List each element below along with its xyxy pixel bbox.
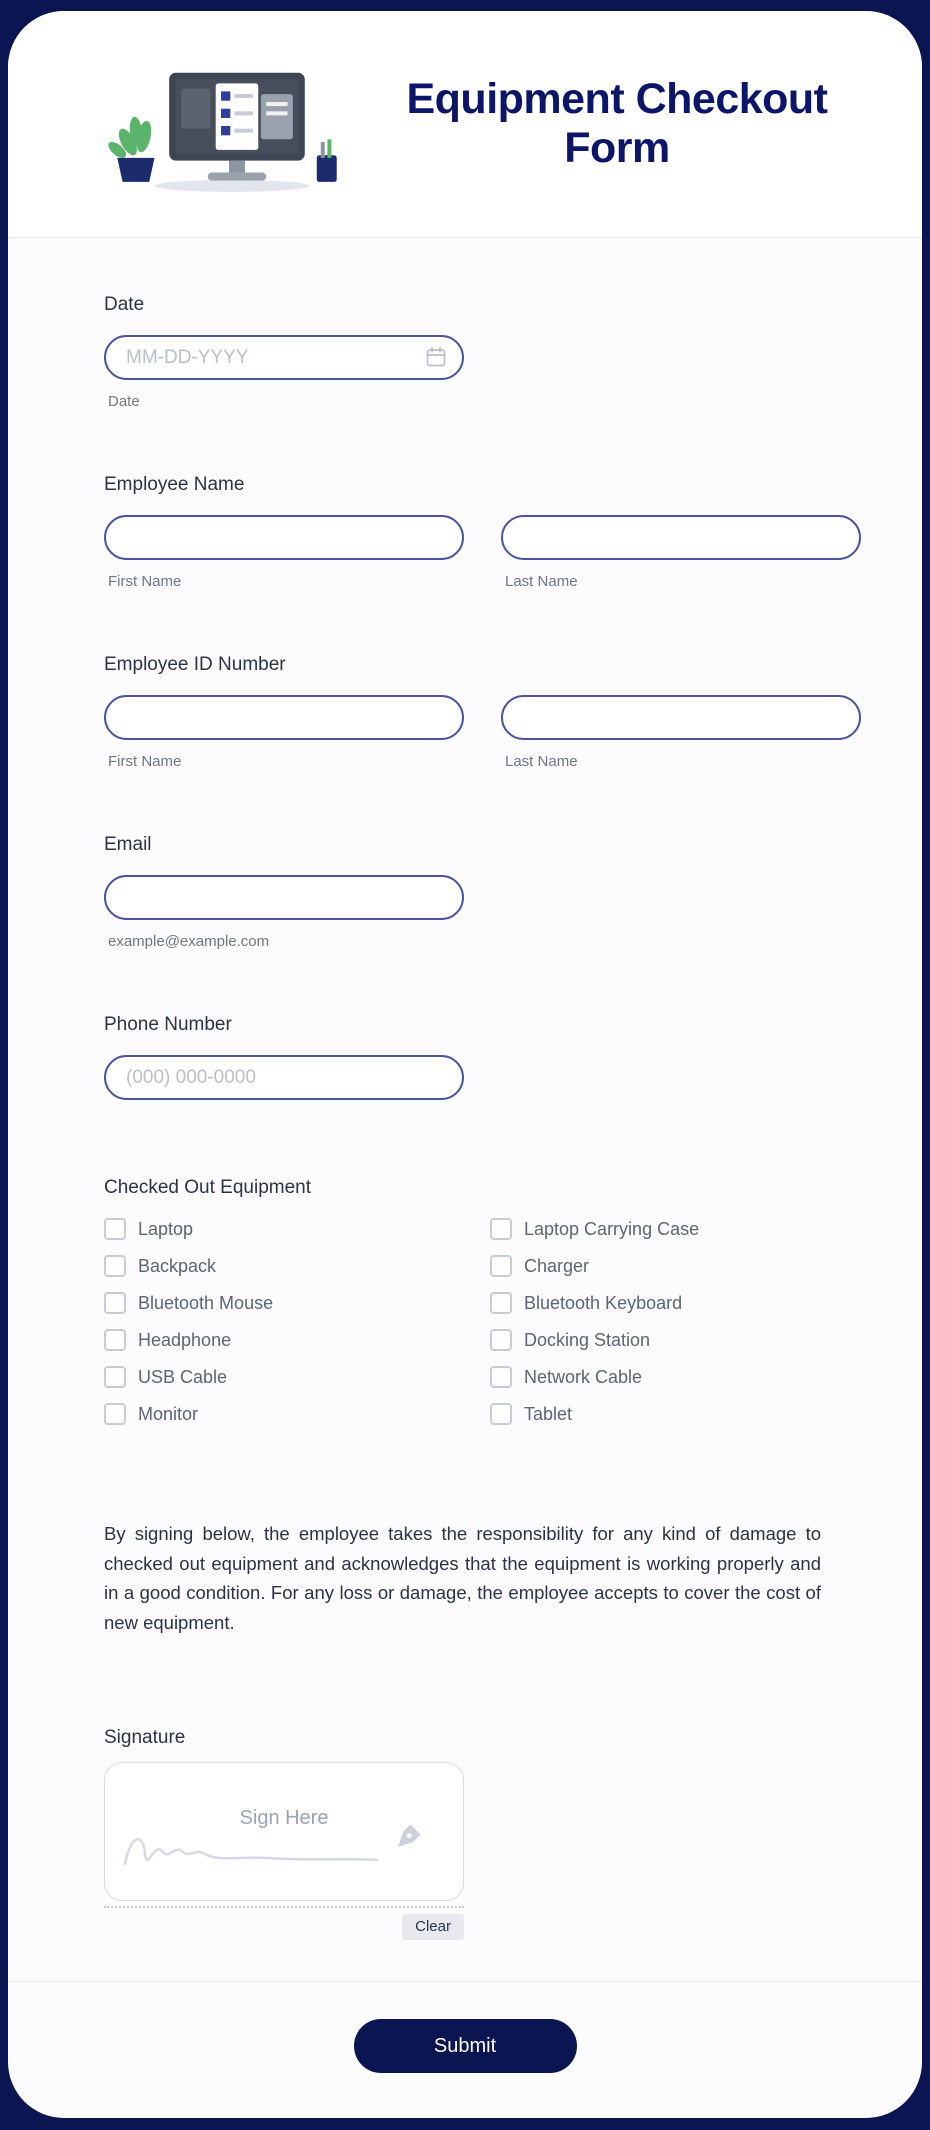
checkbox[interactable] — [490, 1329, 512, 1351]
date-input[interactable] — [104, 335, 464, 380]
submit-button[interactable]: Submit — [354, 2019, 577, 2073]
signature-clear-row — [104, 1914, 464, 1940]
first-name-input[interactable] — [104, 515, 464, 560]
clear-signature-button[interactable]: Clear — [402, 1914, 464, 1940]
checkbox-bluetooth-mouse[interactable] — [104, 1292, 490, 1314]
date-label: Date — [104, 294, 145, 315]
checkbox[interactable] — [490, 1255, 512, 1277]
checkbox-laptop[interactable] — [104, 1218, 490, 1240]
checkbox-headphone[interactable] — [104, 1329, 490, 1351]
checkbox-label: Headphone — [138, 1330, 232, 1350]
date-sublabel: Date — [108, 393, 140, 410]
question-signature — [104, 1726, 861, 1940]
page-title: Equipment Checkout Form — [406, 75, 828, 172]
last-name-input[interactable] — [501, 515, 861, 560]
checkbox-tablet[interactable] — [490, 1403, 699, 1425]
checkbox[interactable] — [104, 1329, 126, 1351]
employee-id-first-sublabel: First Name — [108, 753, 182, 770]
fountain-pen-icon — [393, 1822, 423, 1852]
last-name-col — [501, 515, 861, 591]
employee-id-last-sublabel: Last Name — [505, 753, 578, 770]
employee-id-last-col — [501, 695, 861, 771]
signature-squiggle — [119, 1820, 415, 1878]
checkbox-network-cable[interactable] — [490, 1366, 699, 1388]
employee-id-label: Employee ID Number — [104, 654, 286, 675]
checkbox-label: USB Cable — [138, 1367, 228, 1387]
equipment-label: Checked Out Equipment — [104, 1177, 312, 1198]
employee-id-first-input[interactable] — [104, 695, 464, 740]
signature-label: Signature — [104, 1727, 186, 1748]
question-phone — [104, 1013, 861, 1100]
agreement-text: By signing below, the employee takes the responsibility for any kind of damage to checked out equipment and acknowledges that the equipment is working properly and in a good condition. For any loss or damage, the employee accepts to cover the cost of new equipment. — [104, 1523, 821, 1633]
email-sublabel: example@example.com — [108, 933, 270, 950]
calendar-icon[interactable] — [424, 345, 448, 369]
desktop-computer-illustration — [96, 49, 362, 199]
email-input-wrap — [104, 875, 464, 920]
employee-id-last-input[interactable] — [501, 695, 861, 740]
employee-name-label: Employee Name — [104, 474, 245, 495]
equipment-checkbox-grid — [104, 1218, 861, 1425]
sign-here-text: Sign Here — [239, 1807, 329, 1829]
first-name-sublabel: First Name — [108, 573, 182, 590]
checkbox-label: Charger — [524, 1256, 590, 1276]
email-label: Email — [104, 834, 152, 855]
checkbox-label: Laptop Carrying Case — [524, 1219, 700, 1239]
form-footer — [8, 1981, 922, 2118]
employee-id-first-col — [104, 695, 464, 771]
checkbox[interactable] — [490, 1292, 512, 1314]
checkbox-label: Network Cable — [524, 1367, 643, 1387]
checkbox[interactable] — [104, 1403, 126, 1425]
question-employee-id — [104, 653, 861, 771]
checkbox-charger[interactable] — [490, 1255, 699, 1277]
checkbox-label: Backpack — [138, 1256, 217, 1276]
phone-label: Phone Number — [104, 1014, 232, 1035]
checkbox[interactable] — [490, 1218, 512, 1240]
equipment-left-column — [104, 1218, 490, 1425]
checkbox[interactable] — [104, 1292, 126, 1314]
checkbox-label: Tablet — [524, 1404, 573, 1424]
question-email — [104, 833, 861, 951]
equipment-right-column — [490, 1218, 699, 1425]
checkbox-label: Laptop — [138, 1219, 194, 1239]
checkbox-label: Docking Station — [524, 1330, 651, 1350]
checkbox[interactable] — [490, 1403, 512, 1425]
form-body — [8, 238, 922, 1940]
phone-input[interactable] — [104, 1055, 464, 1100]
question-employee-name — [104, 473, 861, 591]
phone-input-wrap — [104, 1055, 464, 1100]
footer-spacer — [8, 1940, 922, 1981]
checkbox-label: Bluetooth Mouse — [138, 1293, 274, 1313]
employee-id-inputs — [104, 695, 861, 771]
checkbox-bluetooth-keyboard[interactable] — [490, 1292, 699, 1314]
question-equipment — [104, 1176, 861, 1425]
question-date — [104, 293, 861, 411]
checkbox-backpack[interactable] — [104, 1255, 490, 1277]
employee-name-inputs — [104, 515, 861, 591]
checkbox-laptop-carrying-case[interactable] — [490, 1218, 699, 1240]
checkbox[interactable] — [104, 1366, 126, 1388]
checkbox-label: Monitor — [138, 1404, 199, 1424]
signature-pad[interactable] — [104, 1762, 464, 1901]
checkbox[interactable] — [104, 1218, 126, 1240]
checkbox-label: Bluetooth Keyboard — [524, 1293, 683, 1313]
form-card — [8, 11, 922, 2118]
date-input-wrap — [104, 335, 464, 380]
first-name-col — [104, 515, 464, 591]
checkbox-docking-station[interactable] — [490, 1329, 699, 1351]
checkbox[interactable] — [490, 1366, 512, 1388]
checkbox[interactable] — [104, 1255, 126, 1277]
form-header — [8, 11, 922, 237]
signature-dotted-line — [104, 1906, 464, 1908]
last-name-sublabel: Last Name — [505, 573, 578, 590]
email-input[interactable] — [104, 875, 464, 920]
checkbox-usb-cable[interactable] — [104, 1366, 490, 1388]
checkbox-monitor[interactable] — [104, 1403, 490, 1425]
